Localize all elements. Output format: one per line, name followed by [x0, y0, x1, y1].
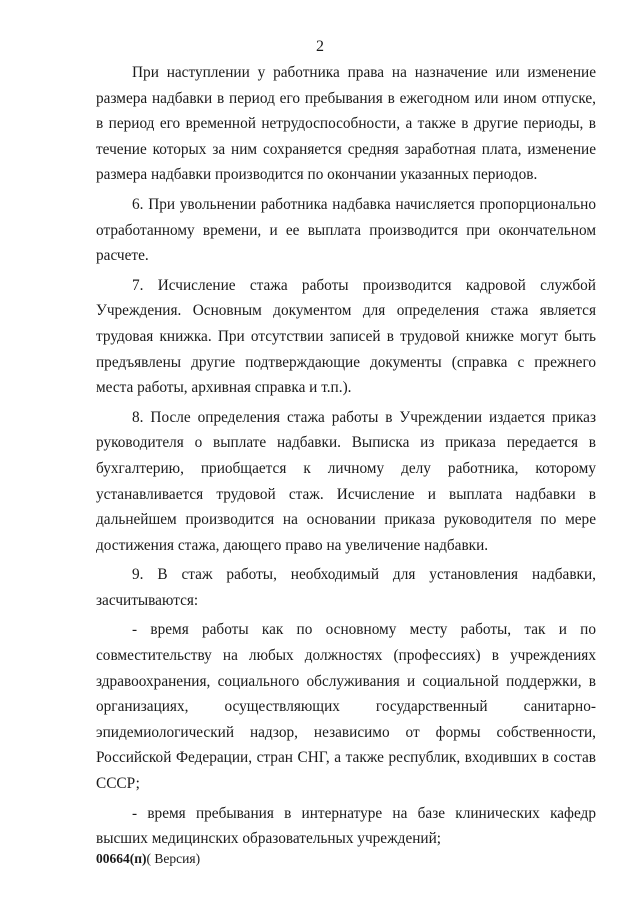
list-item-work-time: - время работы как по основному месту работы, так и по совместительству на любых должностях (профессиях) в учреждениях здравоохранения, социального обслуживания и социальной поддержки, в организациях, осуществляющих государственный санитарно-эпидемиологический надзор, независимо от формы собственности, Российской Федерации, стран СНГ, а также республик, входивших в состав СССР;	[96, 621, 596, 793]
paragraph-9: 9. В стаж работы, необходимый для установления надбавки, засчитываются:	[96, 566, 596, 609]
paragraph-6: 6. При увольнении работника надбавка начисляется пропорционально отработанному времени, и ее выплата производится при окончательном расчете.	[96, 195, 596, 265]
document-body	[96, 60, 596, 856]
list-item-internship: - время пребывания в интернатуре на базе клинических кафедр высших медицинских образовательных учреждений;	[96, 804, 596, 848]
paragraph-7: 7. Исчисление стажа работы производится кадровой службой Учреждения. Основным документом для определения стажа является трудовая книжка. При отсутствии записей в трудовой книжке могут быть предъявлены другие подтверждающие документы (справка с прежнего места работы, архивная справка и т.п.).	[96, 276, 596, 397]
footer-document-code	[96, 851, 200, 867]
version-label: ( Версия)	[146, 851, 201, 866]
paragraph-intro: При наступлении у работника права на назначение или изменение размера надбавки в период его пребывания в ежегодном или ином отпуске, в период его временной нетрудоспособности, а также в другие периоды, в течение которых за ним сохраняется средняя заработная плата, изменение размера надбавки производится по окончании указанных периодов.	[96, 64, 596, 184]
page-number: 2	[316, 38, 324, 55]
document-code: 00664(п)	[96, 851, 147, 866]
paragraph-8: 8. После определения стажа работы в Учреждении издается приказ руководителя о выплате надбавки. Выписка из приказа передается в бухгалтерию, приобщается к личному делу работника, которому устанавливается трудовой стаж. Исчисление и выплата надбавки в дальнейшем производится на основании приказа руководителя по мере достижения стажа, дающего право на увеличение надбавки.	[96, 408, 596, 554]
